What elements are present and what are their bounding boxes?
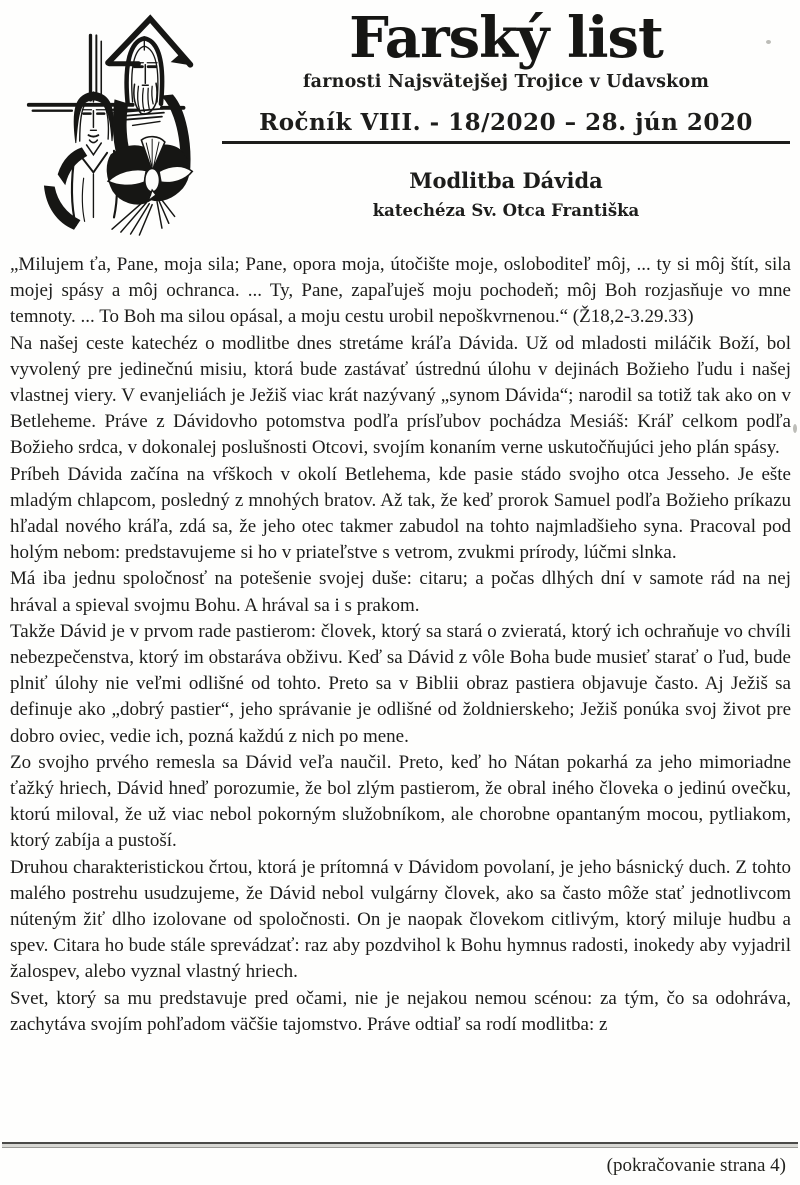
holy-trinity-illustration xyxy=(0,6,218,238)
paragraph: Druhou charakteristickou črtou, ktorá je prítomná v Dávidom povolaní, je jeho básnický duch. Z tohto malého postrehu usudzujeme, že Dávid nebol vulgárny človek, ako sa často môže stať jednotlivcom núteným žiť dlho izolovane od spoločnosti. On je naopak človekom citlivým, ktorý miluje hudbu a spev. Citara ho bude stále sprevádzať: raz aby pozdvihol k Bohu hymnus radosti, inokedy aby vyjadril žalospev, alebo vyznal vlastný hriech. xyxy=(10,856,791,983)
newsletter-subtitle: farnosti Najsvätejšej Trojice v Udavskom xyxy=(302,72,710,92)
article-subtitle: katechéza Sv. Otca Františka xyxy=(372,201,640,220)
article-title: Modlitba Dávida xyxy=(409,168,603,193)
paragraph: „Milujem ťa, Pane, moja sila; Pane, opora moja, útočište moje, osloboditeľ môj, ... ty si môj štít, sila mojej spásy a môj ochranca. ... Ty, Pane, zapaľuješ moju pochodeň; môj Boh rozjasňuje vo mne temnoty. ... To Boh ma silou opásal, a moju cestu urobil nepoškvrnenou.“ (Ž18,2-3.29.33) xyxy=(10,254,791,328)
newsletter-title: Farský list xyxy=(349,5,663,71)
issue-line: Ročník VIII. - 18/2020 – 28. jún 2020 xyxy=(222,109,790,144)
paragraph: Zo svojho prvého remesla sa Dávid veľa naučil. Preto, keď ho Nátan pokarhá za jeho mimoriadne ťažký hriech, Dávid hneď porozumie, že bol zlým pastierom, že obral iného človeka o jedinú ovečku, ktorú miloval, že už viac nebol pokorným služobníkom, ale chorobne opantaným mocou, pytliakom, ktorý zabíja a pustoší. xyxy=(10,751,791,852)
paragraph: Takže Dávid je v prvom rade pastierom: človek, ktorý sa stará o zvieratá, ktorý ich ochraňuje vo chvíli nebezpečenstva, ktorý im obstaráva obživu. Keď sa Dávid z vôle Boha bude musieť starať o ľud, bude plniť úlohy nie veľmi odlišné od tohto. Preto sa v Biblii obraz pastiera objavuje často. Aj Ježiš sa definuje ako „dobrý pastier“, jeho správanie je odlišné od žoldnierskeho; Ježiš ponúka svoj život pre dobro oviec, vedie ich, pozná každú z nich po mene. xyxy=(10,620,791,747)
scan-artifact xyxy=(766,40,771,44)
article-body xyxy=(0,252,800,1038)
paragraph: Má iba jednu spoločnosť na potešenie svojej duše: citaru; a počas dlhých dní v samote rád na nej hrával a spieval svojmu Bohu. A hrával sa i s prakom. xyxy=(10,568,791,616)
paragraph: Príbeh Dávida začína na vŕškoch v okolí Betlehema, kde pasie stádo svojho otca Jesseho. Je ešte mladým chlapcom, posledný z mnohých bratov. Až tak, že keď prorok Samuel podľa Božieho príkazu hľadal nového kráľa, zdá sa, že jeho otec takmer zabudol na tohto najmladšieho syna. Pracoval pod holým nebom: predstavujeme si ho v priateľstve s vetrom, zvukmi prírody, lúčmi slnka. xyxy=(10,463,791,564)
paragraph: Na našej ceste katechéz o modlitbe dnes stretáme kráľa Dávida. Už od mladosti miláčik Boží, bol vyvolený pre jedinečnú misiu, ktorá bude zastávať ústrednú úlohu v dejinách Božieho ľudu i našej vlastnej viery. V evanjeliách je Ježiš viac krát nazývaný „synom Dávida“; narodil sa totiž tak ako on v Betleheme. Práve z Dávidovho potomstva podľa prísľubov pochádza Mesiáš: Kráľ celkom podľa Božieho srdca, v dokonalej poslušnosti Otcovi, svojím konaním verne uskutočňujúci jeho plán spásy. xyxy=(10,332,791,459)
holy-trinity-icon xyxy=(8,6,218,236)
masthead-text xyxy=(218,6,800,220)
masthead xyxy=(0,6,800,238)
page-footer xyxy=(0,1142,800,1177)
scan-artifact xyxy=(793,424,797,433)
paragraph: Svet, ktorý sa mu predstavuje pred očami, nie je nejakou nemou scénou: za tým, čo sa odohráva, zachytáva svojím pohľadom väčšie tajomstvo. Práve odtiaľ sa rodí modlitba: z xyxy=(10,987,791,1035)
continuation-note: (pokračovanie strana 4) xyxy=(606,1155,786,1176)
